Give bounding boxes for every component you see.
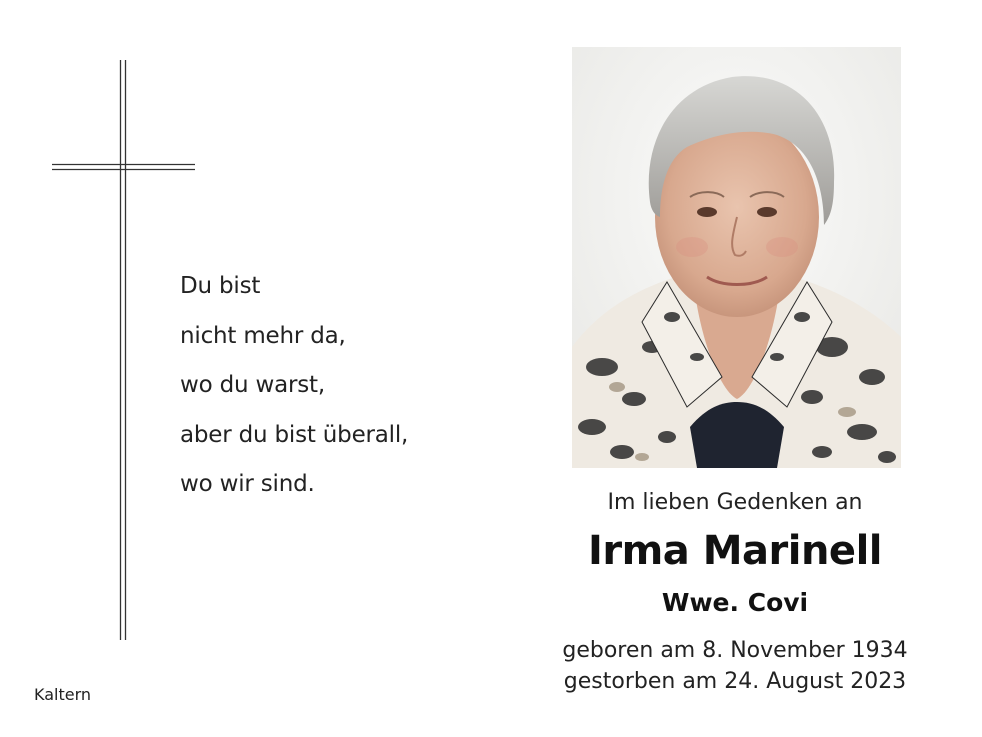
poem-line: wo du warst, [180,372,325,398]
birth-date: geboren am 8. November 1934 [562,638,908,663]
widow-of: Wwe. Covi [661,588,809,617]
place-label: Kaltern [34,685,92,704]
deceased-name: Irma Marinell [588,528,882,574]
poem [180,262,510,510]
portrait-photo [572,47,901,468]
portrait-image [572,47,901,468]
poem-line: Du bist [180,273,261,299]
death-date: gestorben am 24. August 2023 [563,669,907,694]
memorial-intro: Im lieben Gedenken an [607,490,863,515]
poem-line: nicht mehr da, [180,322,346,349]
poem-line: wo wir sind. [180,471,315,497]
poem-line: aber du bist überall, [180,421,409,448]
